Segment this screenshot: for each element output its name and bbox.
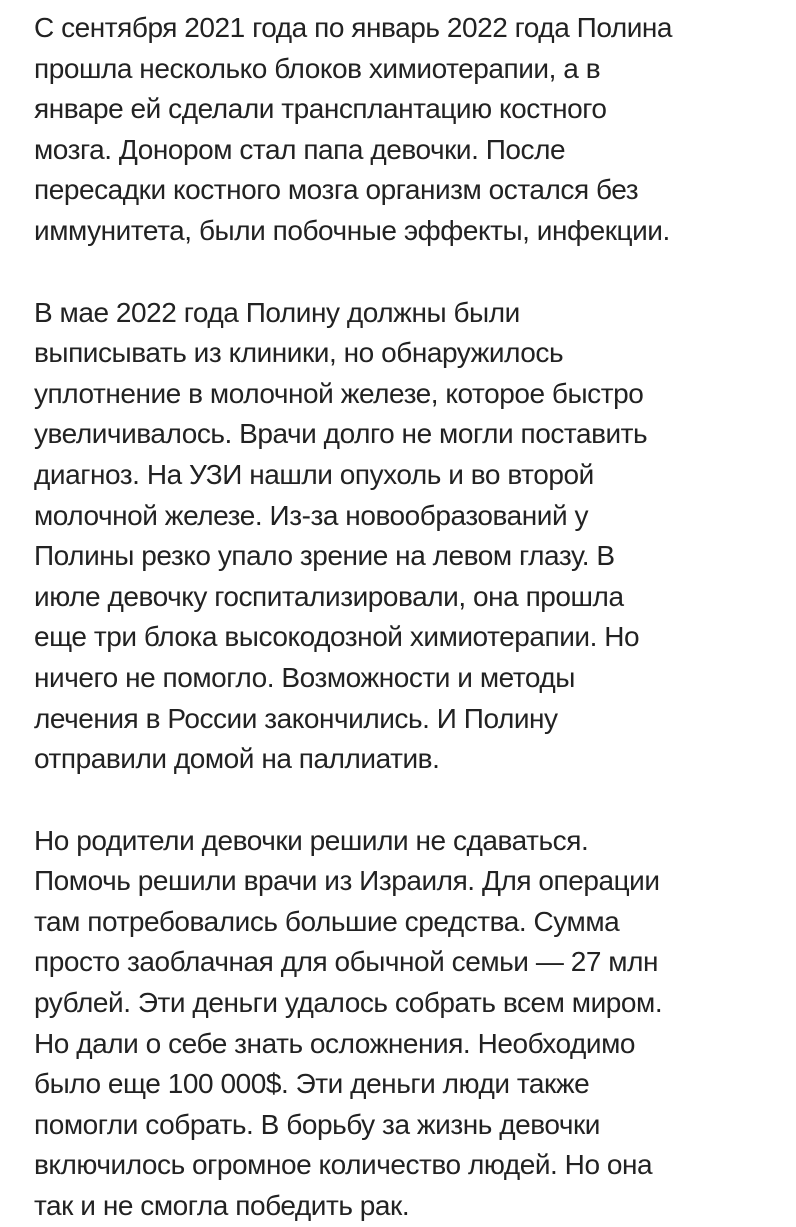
text-line: молочной железе. Из-за новообразований у [34,499,589,531]
text-line: еще три блока высокодозной химиотерапии. Но [34,621,640,653]
text-line: отправили домой на паллиатив. [34,743,440,775]
text-line: увеличивалось. Врачи долго не могли поставить [34,418,648,450]
text-line: уплотнение в молочной железе, которое быстро [34,377,644,409]
text-line: пересадки костного мозга организм остался без [34,174,639,206]
article-body [34,8,774,1227]
text-line: выписывать из клиники, но обнаружилось [34,337,564,369]
text-line: мозга. Донором стал папа девочки. После [34,133,566,165]
text-line: было еще 100 000$. Эти деньги люди также [34,1068,590,1100]
text-line: там потребовались большие средства. Сумма [34,905,620,937]
text-line: июле девочку госпитализировали, она прошла [34,580,624,612]
paragraph-1 [34,8,774,252]
text-line: диагноз. На УЗИ нашли опухоль и во второй [34,458,594,490]
text-line: В мае 2022 года Полину должны были [34,296,520,328]
text-line: Полины резко упало зрение на левом глазу. В [34,540,615,572]
text-line: январе ей сделали трансплантацию костного [34,93,607,125]
paragraph-spacer [34,252,774,293]
text-line: Но дали о себе знать осложнения. Необходимо [34,1027,636,1059]
paragraph-spacer [34,780,774,821]
text-line: прошла несколько блоков химиотерапии, а в [34,52,601,84]
text-line: лечения в России закончились. И Полину [34,702,558,734]
text-line: ничего не помогло. Возможности и методы [34,661,575,693]
paragraph-3 [34,821,774,1227]
paragraph-2 [34,293,774,780]
text-line: рублей. Эти деньги удалось собрать всем миром. [34,987,663,1019]
text-line: просто заоблачная для обычной семьи — 27 млн [34,946,658,978]
text-line: включилось огромное количество людей. Но она [34,1149,653,1181]
text-line: С сентября 2021 года по январь 2022 года Полина [34,12,673,43]
text-line: так и не смогла победить рак. [34,1190,410,1222]
text-line: помогли собрать. В борьбу за жизнь девочки [34,1108,600,1140]
text-line: Но родители девочки решили не сдаваться. [34,824,589,856]
text-line: Помочь решили врачи из Израиля. Для операции [34,865,660,897]
text-line: иммунитета, были побочные эффекты, инфекции. [34,214,670,246]
